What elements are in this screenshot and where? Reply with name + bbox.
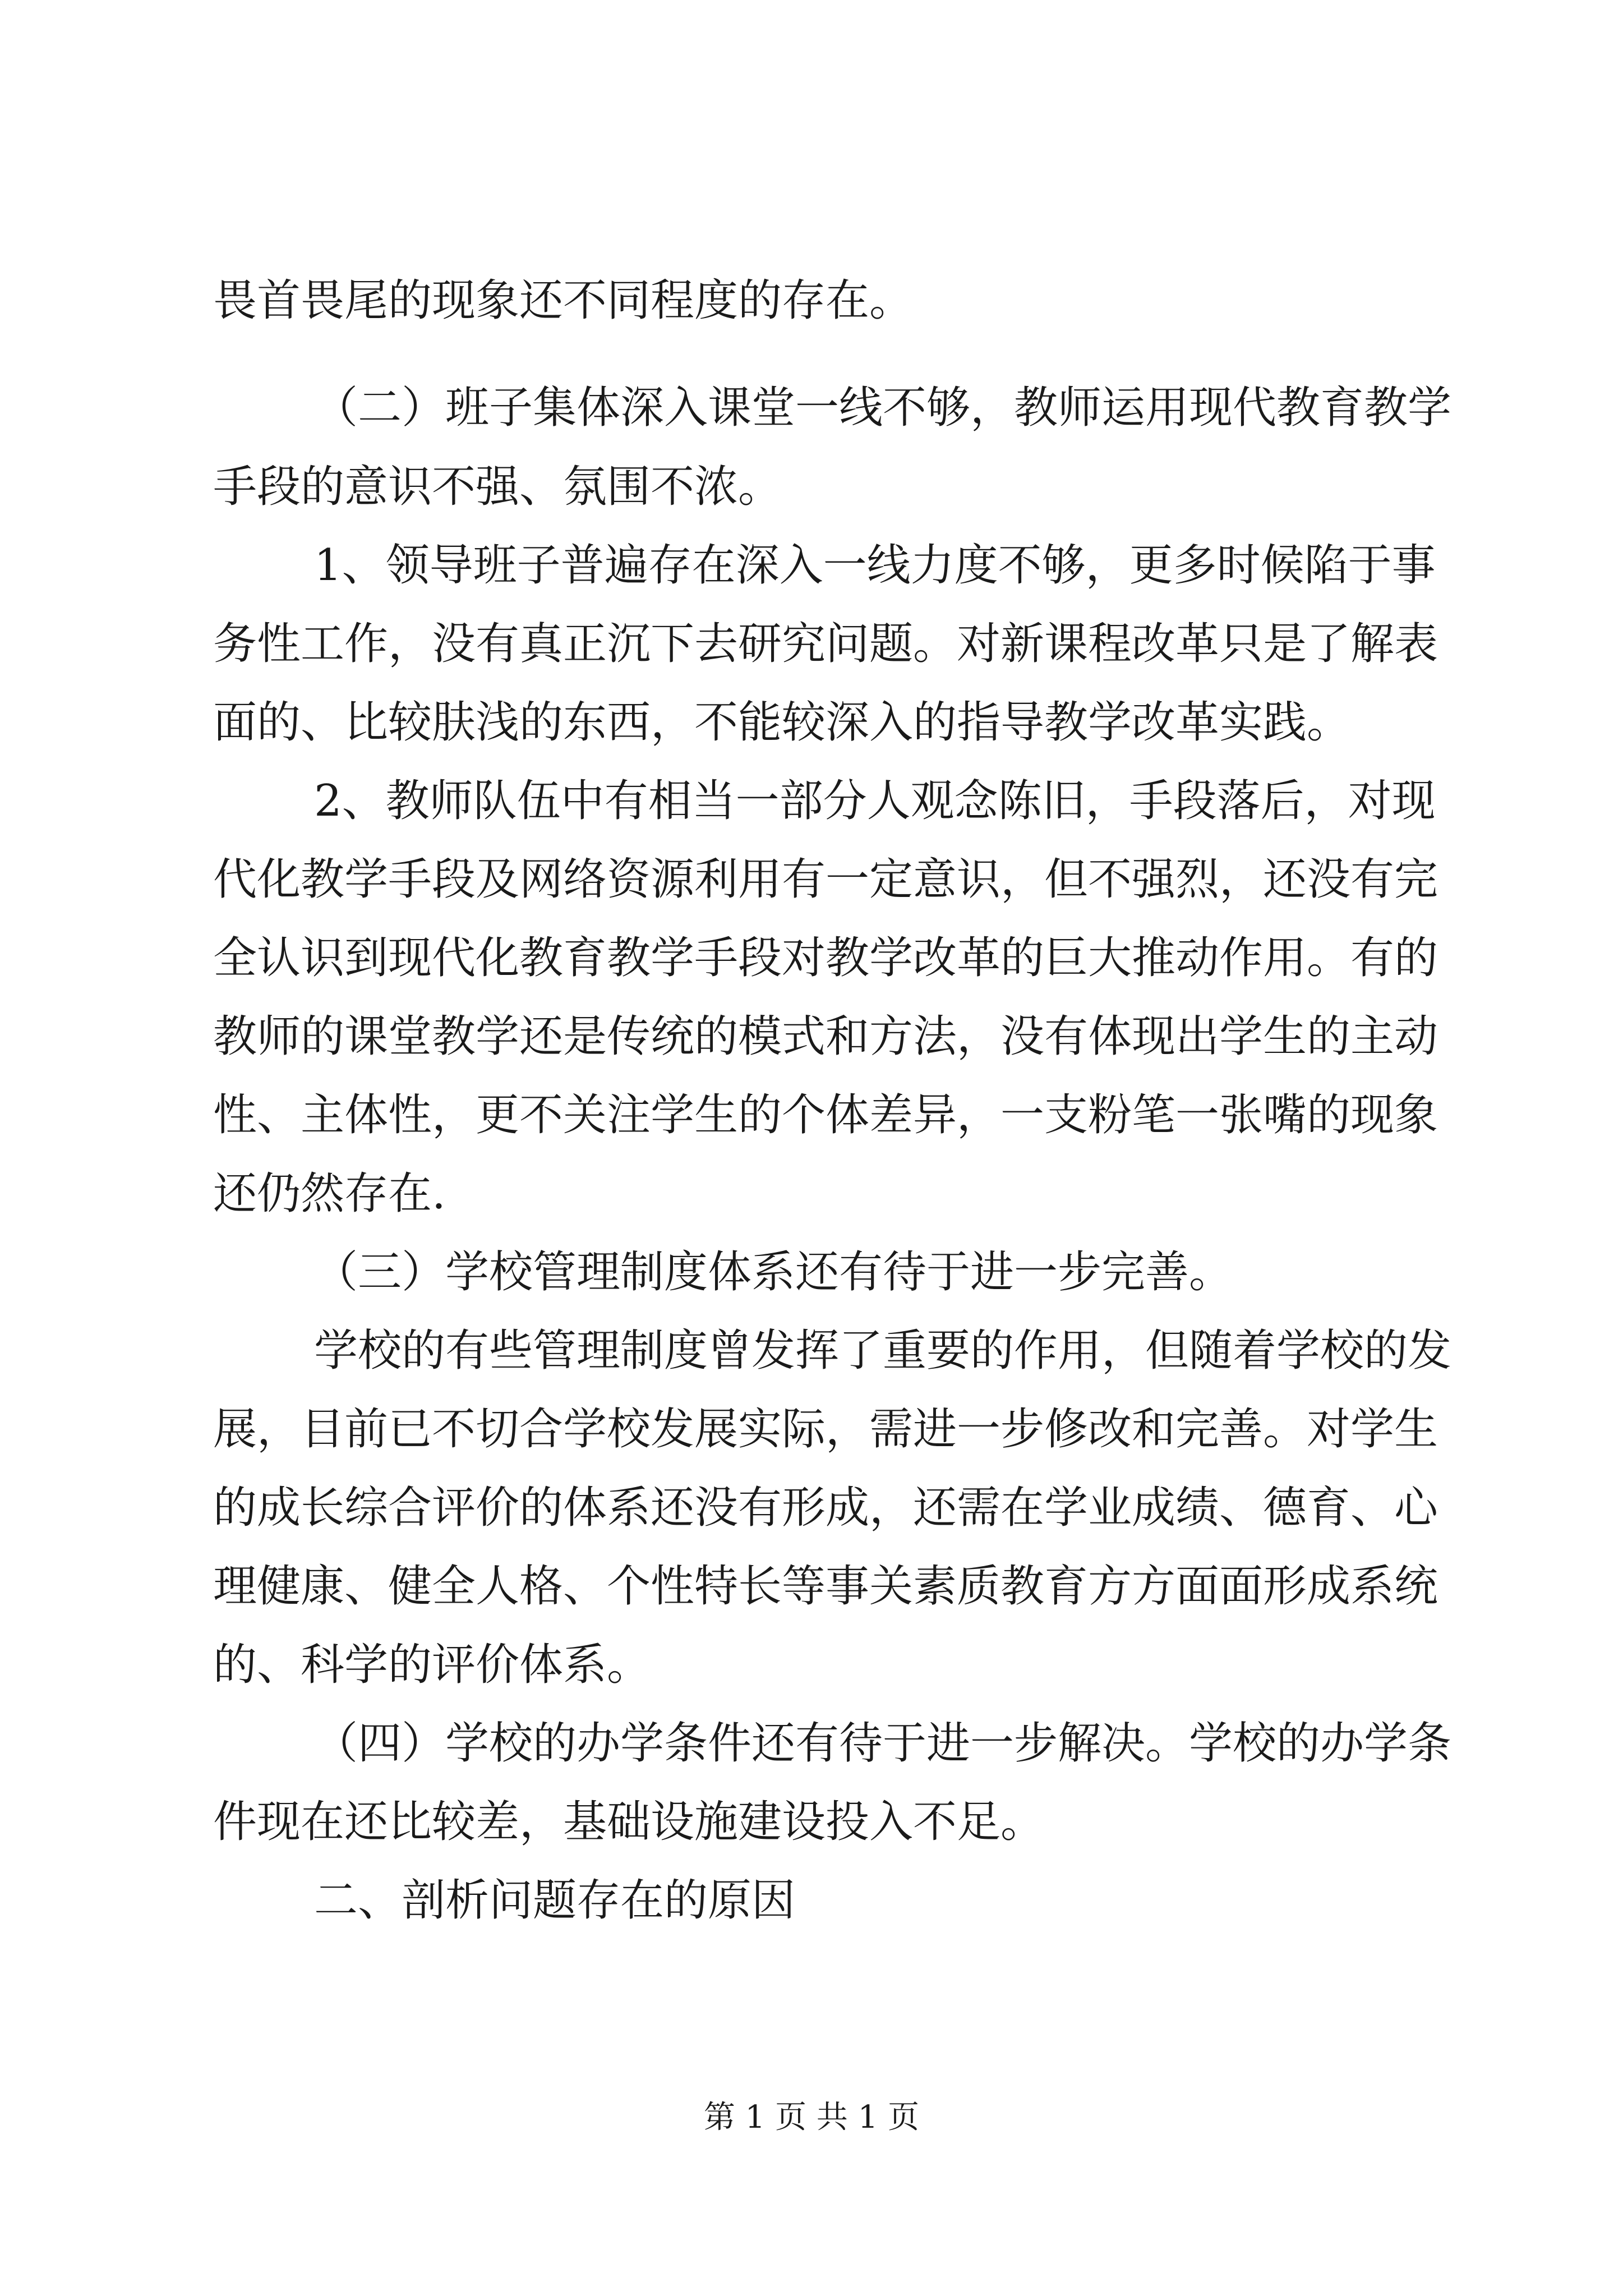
section-heading-2: （二）班子集体深入课堂一线不够，教师运用现代教育教学	[314, 383, 1452, 433]
text-line: 的、科学的评价体系。	[213, 1640, 651, 1690]
text-line: 全认识到现代化教育教学手段对教学改革的巨大推动作用。有的	[213, 933, 1438, 983]
text-line: 的成长综合评价的体系还没有形成，还需在学业成绩、德育、心	[213, 1483, 1438, 1533]
text-line: 理健康、健全人格、个性特长等事关素质教育方方面面形成系统	[213, 1561, 1438, 1612]
text-line: 手段的意识不强、氛围不浓。	[213, 462, 782, 512]
text-line: 面的、比较肤浅的东西，不能较深入的指导教学改革实践。	[213, 697, 1351, 748]
text-line: 代化教学手段及网络资源利用有一定意识，但不强烈，还没有完	[213, 854, 1438, 905]
section-heading-two: 二、剖析问题存在的原因	[314, 1875, 796, 1926]
paragraph-start: 2、教师队伍中有相当一部分人观念陈旧，手段落后，对现	[314, 776, 1436, 826]
section-heading-3: （三）学校管理制度体系还有待于进一步完善。	[314, 1247, 1233, 1297]
text-line: 展，目前已不切合学校发展实际，需进一步修改和完善。对学生	[213, 1404, 1438, 1455]
text-line: 性、主体性，更不关注学生的个体差异，一支粉笔一张嘴的现象	[213, 1090, 1438, 1140]
text-line: 务性工作，没有真正沉下去研究问题。对新课程改革只是了解表	[213, 619, 1438, 669]
paragraph-start: 学校的有些管理制度曾发挥了重要的作用，但随着学校的发	[314, 1326, 1452, 1376]
text-line: 还仍然存在.	[213, 1168, 446, 1219]
text-line: 畏首畏尾的现象还不同程度的存在。	[213, 275, 914, 326]
paragraph-start: 1、领导班子普遍存在深入一线力度不够，更多时候陷于事	[314, 540, 1436, 591]
page-footer: 第 1 页 共 1 页	[703, 2099, 920, 2136]
text-line: 教师的课堂教学还是传统的模式和方法，没有体现出学生的主动	[213, 1011, 1438, 1062]
section-heading-4: （四）学校的办学条件还有待于进一步解决。学校的办学条	[314, 1718, 1452, 1769]
text-line: 件现在还比较差，基础设施建设投入不足。	[213, 1797, 1045, 1847]
